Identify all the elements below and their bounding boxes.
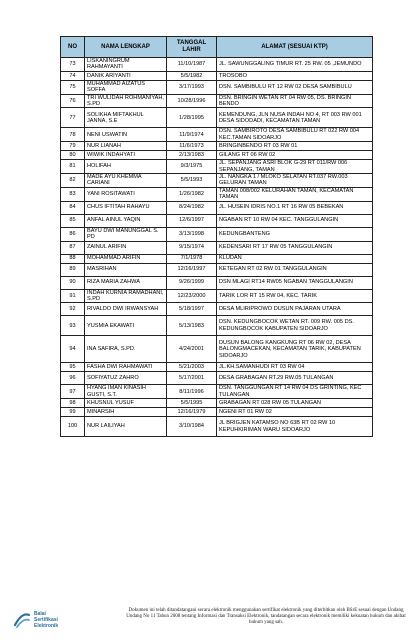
cell-nama: CHUS IFTITAH RAHAYU — [85, 201, 167, 214]
cell-tanggal: 3/13/1998 — [167, 227, 217, 241]
cell-alamat: TROSOBO — [217, 71, 373, 80]
cell-no: 81 — [61, 160, 85, 174]
cell-alamat: JL. HUSEIN IDRIS NO.1 RT 16 RW 05 BEBEKAN — [217, 201, 373, 214]
signature-notice: Dokumen ini telah ditandatangani secara elektronik menggunakan sertifikat elektronik yang diterbitkan oleh BSrE sesuai dengan Undang Undang No 11 Tahun 2008 tentang Informasi dan Transaksi Elektronik, tandatangan secara elektronik memiliki kekuatan hukum dan akibat hukum yang sah. — [126, 608, 406, 625]
cell-alamat: TAMAN 008/002 KELURAHAN TAMAN, KECAMATAN TAMAN — [217, 187, 373, 201]
cell-nama: SOLIKHA MIFTAKHUL JANNA, S.E — [85, 108, 167, 128]
cell-tanggal: 11/9/1974 — [167, 128, 217, 142]
table-row — [61, 263, 373, 276]
cell-no: 73 — [61, 58, 85, 72]
cell-no: 79 — [61, 142, 85, 151]
table-row — [61, 336, 373, 363]
cell-nama: MINARSIH — [85, 408, 167, 417]
cell-nama: NUR LIANAH — [85, 142, 167, 151]
cell-tanggal: 5/5/1993 — [167, 174, 217, 188]
logo-text — [34, 611, 58, 629]
cell-no: 96 — [61, 372, 85, 385]
cell-no: 82 — [61, 174, 85, 188]
header-tanggal: TANGGAL LAHIR — [167, 37, 217, 58]
cell-tanggal: 5/21/2003 — [167, 363, 217, 372]
cell-alamat: JL. SEPANJANG ASRI BLOK G-29 RT 011/RW 006 SEPANJANG, TAMAN — [217, 160, 373, 174]
table-row — [61, 80, 373, 94]
cell-no: 76 — [61, 94, 85, 108]
cell-nama: RIZA MARIA ZAHWA — [85, 276, 167, 289]
table-row — [61, 160, 373, 174]
cell-tanggal: 9/3/1975 — [167, 160, 217, 174]
cell-nama: MADE AYU KHEMMA CARIANI — [85, 174, 167, 188]
cell-nama: INDAH KURNIA RAMADHANI, S.PD — [85, 289, 167, 303]
cell-nama: INA SAFIRA, S.PD. — [85, 336, 167, 363]
cell-no: 92 — [61, 303, 85, 316]
cell-no: 94 — [61, 336, 85, 363]
cell-alamat: DSN. TANGGUNGAN RT 14 RW 04 DS GRINTING, KEC TULANGAN — [217, 385, 373, 399]
footer — [10, 606, 410, 636]
table-row — [61, 385, 373, 399]
cell-no: 91 — [61, 289, 85, 303]
cell-no: 83 — [61, 187, 85, 201]
header-alamat: ALAMAT (SESUAI KTP) — [217, 37, 373, 58]
cell-alamat: DSN. BRINGIN WETAN RT 04 RW 05, DS. BRINGIN BENDO — [217, 94, 373, 108]
table-row — [61, 128, 373, 142]
cell-alamat: NGABAN RT 10 RW 04 KEC. TANGGULANGIN — [217, 214, 373, 227]
cell-tanggal: 5/13/1983 — [167, 316, 217, 336]
cell-nama: FASHA DWI RAHMAWATI — [85, 363, 167, 372]
cell-alamat: TARIK LOR RT 15 RW 04, KEC. TARIK — [217, 289, 373, 303]
cell-nama: HOLIFAH — [85, 160, 167, 174]
cell-tanggal: 5/5/1995 — [167, 399, 217, 408]
table-row — [61, 372, 373, 385]
bsre-logo — [10, 606, 70, 636]
cell-no: 97 — [61, 385, 85, 399]
cell-alamat: KEMENDUNG, JLN NUSA INDAH NO 4, RT 003 RW 001 DESA SIDODADI, KECAMATAN TAMAN — [217, 108, 373, 128]
cell-tanggal: 1/26/1982 — [167, 187, 217, 201]
cell-nama: MASRIHAN — [85, 263, 167, 276]
cell-alamat: DSN. KEDUNGBOCOK WETAN RT. 009 RW. 005 DS. KEDUNGBOCOK KABUPATEN SIDOARJO — [217, 316, 373, 336]
cell-nama: KHUSNUL YUSUF — [85, 399, 167, 408]
table-header-row — [61, 37, 373, 58]
cell-tanggal: 10/28/1996 — [167, 94, 217, 108]
cell-no: 80 — [61, 151, 85, 160]
cell-alamat: DSN. SAMBIBULU RT 12 RW 02 DESA SAMBIBULU — [217, 80, 373, 94]
cell-tanggal: 8/24/1982 — [167, 201, 217, 214]
cell-alamat: JL.KH.SAMANHUDI RT 03 RW 04 — [217, 363, 373, 372]
cell-no: 87 — [61, 241, 85, 254]
cell-nama: DANIK ARIYANTI — [85, 71, 167, 80]
table-row — [61, 58, 373, 72]
cell-no: 78 — [61, 128, 85, 142]
table-row — [61, 276, 373, 289]
logo-line: Elektronik — [34, 623, 59, 629]
table-row — [61, 201, 373, 214]
cell-tanggal: 11/10/1987 — [167, 58, 217, 72]
cell-no: 86 — [61, 227, 85, 241]
cell-no: 100 — [61, 417, 85, 437]
cell-no: 95 — [61, 363, 85, 372]
cell-tanggal: 9/15/1974 — [167, 241, 217, 254]
cell-nama: RIVALDO DWI IRWANSYAH — [85, 303, 167, 316]
cell-tanggal: 12/6/1997 — [167, 214, 217, 227]
cell-nama: ANFAL AINUL YAQIN — [85, 214, 167, 227]
cell-no: 75 — [61, 80, 85, 94]
cell-alamat: JL BRIGJEN KATAMSO NO 63B RT 02 RW 10 KEPUHKIRIMAN WARU SIDOARJO — [217, 417, 373, 437]
cell-no: 77 — [61, 108, 85, 128]
cell-no: 89 — [61, 263, 85, 276]
cell-alamat: GRABAGAN RT 028 RW 05 TULANGAN — [217, 399, 373, 408]
cell-nama: NUR LAILIYAH — [85, 417, 167, 437]
cell-no: 84 — [61, 201, 85, 214]
cell-no: 74 — [61, 71, 85, 80]
cell-nama: ZAINUL ARIFIN — [85, 241, 167, 254]
logo-line: Balai — [34, 611, 46, 617]
table-row — [61, 151, 373, 160]
cell-nama: YUSMIA EKAWATI — [85, 316, 167, 336]
table-row — [61, 241, 373, 254]
cell-tanggal: 12/16/1979 — [167, 408, 217, 417]
cell-alamat: NGENI RT 01 RW 02 — [217, 408, 373, 417]
cell-alamat: DESA GRABAGAN RT.29 RW.05 TULANGAN — [217, 372, 373, 385]
table-row — [61, 187, 373, 201]
table-row — [61, 94, 373, 108]
cell-tanggal: 3/17/1993 — [167, 80, 217, 94]
cell-alamat: BRINGINBENDO RT 03 RW 01 — [217, 142, 373, 151]
cell-nama: TRI WULIDAH ROHMANIYAH, S.PD — [85, 94, 167, 108]
cell-tanggal: 9/26/1999 — [167, 276, 217, 289]
cell-nama: LISKANINGRUM RAHMAYANTI — [85, 58, 167, 72]
cell-tanggal: 8/11/1996 — [167, 385, 217, 399]
table-row — [61, 71, 373, 80]
cell-tanggal: 1/28/1995 — [167, 108, 217, 128]
cell-nama: YANI ROSITAWATI — [85, 187, 167, 201]
table-row — [61, 399, 373, 408]
cell-alamat: DESA MLIRIPROWO DUSUN PAJARAN UTARA — [217, 303, 373, 316]
cell-tanggal: 5/5/1982 — [167, 71, 217, 80]
cell-no: 90 — [61, 276, 85, 289]
cell-alamat: KETEGAN RT 02 RW 01 TANGGULANGIN — [217, 263, 373, 276]
cell-nama: BAYU DWI MANUNGGAL S. PD — [85, 227, 167, 241]
cell-nama: MUHAMMAD AIZATUS SOFFA — [85, 80, 167, 94]
cell-tanggal: 4/24/2001 — [167, 336, 217, 363]
cell-nama: SOFIYATUZ ZAHRO — [85, 372, 167, 385]
cell-nama: HYANG IMAN KINASIH GUSTI, S.T. — [85, 385, 167, 399]
table-row — [61, 142, 373, 151]
cell-alamat: KLUDAN — [217, 254, 373, 263]
cell-nama: NENI USWATIN — [85, 128, 167, 142]
cell-alamat: KEDUNGBANTENG — [217, 227, 373, 241]
table-row — [61, 303, 373, 316]
cell-nama: MOHAMMAD ARIFIN — [85, 254, 167, 263]
header-no: NO — [61, 37, 85, 58]
cell-alamat: DUSUN BALONG KANGKUNG RT 06 RW 02, DESA BALONGMACEKAN, KECAMATAN TARIK, KABUPATEN SIDOARJO — [217, 336, 373, 363]
cell-tanggal: 5/18/1997 — [167, 303, 217, 316]
table-row — [61, 174, 373, 188]
cell-no: 88 — [61, 254, 85, 263]
cell-tanggal: 7/1/1978 — [167, 254, 217, 263]
data-table — [60, 36, 373, 437]
cell-no: 98 — [61, 399, 85, 408]
cell-tanggal: 11/6/1973 — [167, 142, 217, 151]
cell-tanggal: 12/16/1997 — [167, 263, 217, 276]
bsre-logo-icon — [12, 610, 32, 630]
table-row — [61, 417, 373, 437]
table-row — [61, 289, 373, 303]
table-row — [61, 108, 373, 128]
cell-tanggal: 5/17/2001 — [167, 372, 217, 385]
table-row — [61, 227, 373, 241]
cell-tanggal: 3/10/1984 — [167, 417, 217, 437]
table-row — [61, 316, 373, 336]
logo-line: Sertifikasi — [34, 617, 58, 623]
cell-alamat: DSN. SAMBIROTO DESA SAMBIBULU RT 022 RW 004 KEC.TAMAN SIDOARJO — [217, 128, 373, 142]
header-nama: NAMA LENGKAP — [85, 37, 167, 58]
cell-alamat: KEDENSARI RT 17 RW 05 TANGGULANGIN — [217, 241, 373, 254]
table-row — [61, 254, 373, 263]
table-row — [61, 363, 373, 372]
cell-no: 85 — [61, 214, 85, 227]
table-row — [61, 408, 373, 417]
cell-tanggal: 2/13/1983 — [167, 151, 217, 160]
cell-no: 99 — [61, 408, 85, 417]
table-row — [61, 214, 373, 227]
cell-alamat: GILANG RT 06 RW 02 — [217, 151, 373, 160]
cell-alamat: JL. SAWUNGGALING TIMUR RT. 25 RW. 05 ,JEMUNDO — [217, 58, 373, 72]
cell-alamat: DSN MLAGI RT14 RW05 NGABAN TANGGULANGIN — [217, 276, 373, 289]
cell-nama: WIWIK INDAHYATI — [85, 151, 167, 160]
cell-alamat: JL. NANGKA 1 / MLOKO SELATAN RT.037 RW.003 GELURAN TAMAN — [217, 174, 373, 188]
cell-tanggal: 12/23/2000 — [167, 289, 217, 303]
cell-no: 93 — [61, 316, 85, 336]
